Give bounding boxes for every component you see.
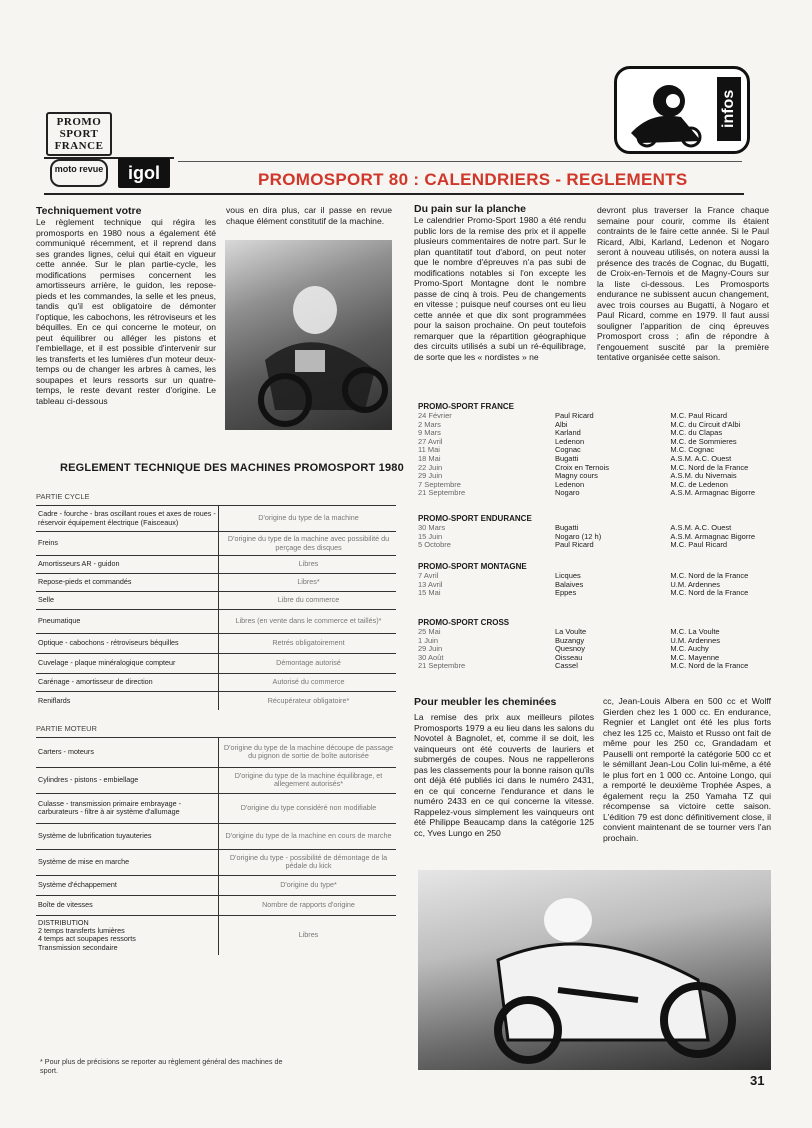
- regulation-table: [36, 488, 396, 955]
- igol-logo: [118, 158, 170, 188]
- event-circuit: Nogaro: [554, 488, 580, 498]
- rule-cell: Récupérateur obligatoire*: [219, 692, 397, 710]
- calendar-row: [418, 489, 778, 498]
- event-circuit: Cognac: [554, 445, 581, 455]
- event-organizer: M.C. du Circuit d'Albi: [670, 419, 741, 429]
- event-circuit: Cassel: [554, 661, 578, 671]
- component-cell: Système de lubrification tuyauteries: [36, 823, 219, 849]
- event-date: 21 Septembre: [418, 661, 466, 671]
- event-date: 25 Mai: [418, 627, 441, 636]
- event-date: 15 Juin: [418, 531, 443, 541]
- table-row: [36, 506, 396, 532]
- table-row: [36, 915, 396, 955]
- rule-cell: D'origine du type de la machine équilibrage, et allegement autorisés*: [219, 767, 397, 793]
- calendar-row: [418, 628, 778, 637]
- rule-cell: Libre du commerce: [219, 592, 397, 610]
- event-circuit: Magny cours: [554, 471, 598, 481]
- article-text: Le règlement technique qui régira les promosports en 1980 nous a également été communiqué récemment, et il reprend dans ses grandes lignes, celui qui était en vigueur cette année. Sur le plan partie-cycle, les modifications permises concernent les amortisseurs arrière, le guidon, les repose-pieds et les commandes, la selle et les pneus, tandis qu'il est obligatoire de démonter l'optique, les cabochons, les rétroviseurs et les béquilles. En ce qui concerne le moteur, on peut équilibrer ou alléger les pistons et l'embiellage, et il est possible d'intervenir sur les transferts et les lumières d'un moteur deux-temps ou de changer les arbres à cames, les soupapes et leurs ressorts sur un quatre-temps, le reste devant rester d'origine. Le tableau ci-dessous: [36, 217, 216, 406]
- event-organizer: A.S.M. A.C. Ouest: [670, 453, 732, 463]
- event-organizer: M.C. Mayenne: [670, 652, 720, 662]
- calendar-france: [418, 402, 778, 498]
- event-circuit: Ledenon: [554, 479, 585, 489]
- article-cheminees: [414, 696, 594, 838]
- calendar-row: [418, 637, 778, 646]
- event-organizer: A.S.M. Armagnac Bigorre: [670, 531, 756, 541]
- table-partie-cycle: [36, 505, 396, 710]
- infos-logo: [614, 66, 750, 154]
- event-date: 21 Septembre: [418, 488, 466, 498]
- motorcycle-rider-icon: [621, 71, 711, 149]
- event-date: 2 Mars: [418, 419, 441, 429]
- title-rule: [178, 161, 742, 162]
- event-organizer: A.S.M. du Nivernais: [670, 471, 737, 481]
- section-label: PARTIE MOTEUR: [36, 723, 97, 733]
- calendar-title: PROMO-SPORT CROSS: [418, 618, 510, 627]
- event-organizer: A.S.M. A.C. Ouest: [670, 523, 732, 532]
- rule-cell: D'origine du type*: [219, 875, 397, 895]
- event-organizer: M.C. Nord de la France: [670, 462, 749, 472]
- table-row: [36, 849, 396, 875]
- event-organizer: U.M. Ardennes: [670, 635, 720, 645]
- event-circuit: Oisseau: [554, 652, 583, 662]
- table-row: [36, 737, 396, 767]
- motorevue-text: moto revue: [54, 164, 104, 174]
- table-row: [36, 895, 396, 915]
- event-organizer: M.C. Cognac: [670, 445, 715, 455]
- rule-cell: D'origine du type - possibilité de démontage de la pédale du kick: [219, 849, 397, 875]
- table-row: [36, 674, 396, 692]
- component-cell: Carénage - amortisseur de direction: [36, 674, 219, 692]
- event-date: 5 Octobre: [418, 540, 451, 550]
- racer-illustration: [418, 870, 771, 1070]
- event-date: 15 Mai: [418, 588, 441, 598]
- calendar-rows: [418, 628, 778, 671]
- event-circuit: Bugatti: [554, 523, 579, 532]
- table-row: [36, 875, 396, 895]
- table-row: [36, 793, 396, 823]
- rule-cell: D'origine du type de la machine découpe de passage du pignon de sortie de boîte autorisée: [219, 737, 397, 767]
- calendar-row: [418, 662, 778, 671]
- event-date: 11 Mai: [418, 445, 440, 455]
- article-text: devront plus traverser la France chaque semaine pour courir, comme ils étaient contraints de le faire cette année. Si le Paul Ricard, Albi, Karland, Ledenon et Nogaro seront à nouveau utilisés, on notera aussi la présence des tracés de Cognac, du Bugatti, de Croix-en-Ternois et de Magny-Cours sur la liste ci-dessous. Les Promosports endurance ne subissent aucun changement, avec trois courses au Bugatti, à Nogaro et Paul Ricard, comme en 1979. Il faut aussi souligner l'apparition de cinq épreuves Promosport cross ; afin de répondre à l'engouement suscité par la première tentative organisée cette saison.: [597, 205, 769, 362]
- article-cheminees-cont: [603, 696, 771, 843]
- table-partie-moteur: [36, 737, 396, 956]
- event-date: 30 Août: [418, 652, 444, 662]
- table-row: [36, 634, 396, 654]
- event-organizer: M.C. Auchy: [670, 644, 709, 654]
- rule-cell: Libres (en vente dans le commerce et taillés)*: [219, 610, 397, 634]
- rule-cell: Nombre de rapports d'origine: [219, 895, 397, 915]
- event-circuit: Karland: [554, 428, 581, 438]
- component-cell: Pneumatique: [36, 610, 219, 634]
- calendar-title: PROMO-SPORT ENDURANCE: [418, 514, 532, 523]
- rule-cell: Libres: [219, 556, 397, 574]
- page-title: PROMOSPORT 80 : CALENDRIERS - REGLEMENTS: [258, 170, 688, 189]
- table-row: [36, 654, 396, 674]
- rule-cell: Libres*: [219, 574, 397, 592]
- article-text: cc, Jean-Louis Albera en 500 cc et Wolff Gierden chez les 1 000 cc. En endurance, Regnier et Langlet ont été les plus forts chez les 125 cc, Maisto et Russo ont fait de même pour les 250 cc, Grandadam et Pauselli ont remporté la catégorie 500 cc et le sémillant Jean-Lou Colin lui-même, a été le plus fort en 1 000 cc. Antoine Longo, qui a remporté le deuxième Trophée Aspes, a également reçu la 250 Yamaha TZ qui récompense sa victoire cette saison. L'édition 79 est donc définitivement close, il convient maintenant de se tourner vers l'an prochain.: [603, 696, 771, 843]
- calendar-row: [418, 589, 778, 598]
- event-organizer: M.C. de Sommieres: [670, 436, 737, 446]
- event-organizer: A.S.M. Armagnac Bigorre: [670, 488, 756, 498]
- event-date: 29 Juin: [418, 644, 443, 654]
- calendar-row: [418, 572, 778, 581]
- rule-cell: Libres: [219, 915, 397, 955]
- component-cell: DISTRIBUTION 2 temps transferts lumières 4 temps act soupapes ressorts Transmission secondaire: [36, 915, 219, 955]
- calendar-title: PROMO-SPORT MONTAGNE: [418, 562, 527, 571]
- component-cell: Amortisseurs AR - guidon: [36, 556, 219, 574]
- calendar-row: [418, 541, 778, 550]
- component-cell: Système de mise en marche: [36, 849, 219, 875]
- component-cell: Culasse - transmission primaire embrayage - carburateurs - filtre à air système d'allumage: [36, 793, 219, 823]
- component-cell: Optique - cabochons - rétroviseurs béquilles: [36, 634, 219, 654]
- calendar-montagne: [418, 562, 778, 598]
- event-date: 24 Février: [418, 411, 452, 420]
- event-organizer: U.M. Ardennes: [670, 579, 720, 589]
- event-circuit: Bugatti: [554, 453, 579, 463]
- event-circuit: Buzangy: [554, 635, 585, 645]
- calendar-rows: [418, 412, 778, 498]
- event-circuit: Licques: [554, 571, 581, 580]
- event-date: 7 Septembre: [418, 479, 461, 489]
- component-cell: Cylindres - pistons - embiellage: [36, 767, 219, 793]
- event-circuit: Ledenon: [554, 436, 585, 446]
- event-circuit: Quesnoy: [554, 644, 585, 654]
- calendar-title: PROMO-SPORT FRANCE: [418, 402, 514, 411]
- component-cell: Cuvelage - plaque minéralogique compteur: [36, 654, 219, 674]
- table-row: [36, 592, 396, 610]
- event-date: 7 Avril: [418, 571, 439, 580]
- article-text: vous en dira plus, car il passe en revue chaque élément constitutif de la machine.: [226, 205, 392, 226]
- racer-illustration: [225, 240, 392, 430]
- event-organizer: M.C. du Clapas: [670, 428, 723, 438]
- component-cell: Boîte de vitesses: [36, 895, 219, 915]
- rule-cell: Démontage autorisé: [219, 654, 397, 674]
- article-heading: Techniquement votre: [36, 205, 142, 217]
- infos-label: infos: [717, 77, 741, 141]
- table-footnote: * Pour plus de précisions se reporter au règlement général des machines de sport.: [40, 1057, 283, 1075]
- motorevue-logo: [50, 159, 108, 187]
- article-planche: [414, 203, 586, 362]
- event-circuit: Eppes: [554, 588, 577, 598]
- component-cell: Carters - moteurs: [36, 737, 219, 767]
- event-circuit: Balaives: [554, 579, 584, 589]
- igol-text: igol: [128, 163, 160, 183]
- article-heading: Du pain sur la planche: [414, 203, 527, 215]
- article-heading: Pour meubler les cheminées: [414, 696, 557, 708]
- table-title: REGLEMENT TECHNIQUE DES MACHINES PROMOSPORT 1980: [60, 462, 404, 474]
- event-circuit: Albi: [554, 419, 568, 429]
- table-row: [36, 532, 396, 556]
- event-circuit: Paul Ricard: [554, 540, 594, 550]
- rule-cell: Retrés obligatoirement: [219, 634, 397, 654]
- article-technique-cont: [226, 205, 392, 226]
- calendar-row: [418, 438, 778, 447]
- calendar-row: [418, 645, 778, 654]
- calendar-row: [418, 421, 778, 430]
- event-date: 30 Mars: [418, 523, 446, 532]
- event-organizer: M.C. Nord de la France: [670, 588, 749, 598]
- event-organizer: M.C. Nord de la France: [670, 571, 749, 580]
- component-cell: Selle: [36, 592, 219, 610]
- motorcycle-photo: [225, 240, 392, 430]
- sponsor-logos: [46, 155, 176, 191]
- event-organizer: M.C. La Voulte: [670, 627, 720, 636]
- promo-logo-text: PROMO SPORT FRANCE: [54, 116, 104, 152]
- component-cell: Cadre - fourche - bras oscillant roues et axes de roues - réservoir équipement électrique (Faisceaux): [36, 506, 219, 532]
- event-date: 27 Avril: [418, 436, 443, 446]
- event-date: 18 Mai: [418, 453, 441, 463]
- article-text: Le calendrier Promo-Sport 1980 a été rendu public lors de la remise des prix et il appelle plusieurs commentaires de notre part. Sur le plan quantitatif tout d'abord, on peut noter que le nombre d'épreuves n'a pas subi de modifications notables si l'on excepte les Promo-Sport Montagne dont le nombre passe de cinq à trois. Peu de changements en vitesse ; puisque neuf courses ont eu lieu cette année et que dix sont programmées pour la saison prochaine. On peut toutefois remarquer que la répartition géographique des circuits utilisés a subi un ré-équilibrage, de sorte que les « nordistes » ne: [414, 215, 586, 362]
- page-number: 31: [750, 1073, 765, 1088]
- event-circuit: Paul Ricard: [554, 411, 594, 420]
- component-cell: Freins: [36, 532, 219, 556]
- component-cell: Système d'échappement: [36, 875, 219, 895]
- rule-cell: D'origine du type considéré non modifiable: [219, 793, 397, 823]
- event-date: 29 Juin: [418, 471, 443, 481]
- event-date: 13 Avril: [418, 579, 443, 589]
- event-circuit: La Voulte: [554, 627, 587, 636]
- table-row: [36, 767, 396, 793]
- rule-cell: D'origine du type de la machine: [219, 506, 397, 532]
- table-row: [36, 823, 396, 849]
- table-row: [36, 574, 396, 592]
- rule-cell: D'origine du type de la machine en cours de marche: [219, 823, 397, 849]
- rule-cell: D'origine du type de la machine avec possibilité du perçage des disques: [219, 532, 397, 556]
- event-circuit: Croix en Ternois: [554, 462, 610, 472]
- event-organizer: M.C. Paul Ricard: [670, 540, 728, 550]
- event-organizer: M.C. de Ledenon: [670, 479, 728, 489]
- component-cell: Reniflards: [36, 692, 219, 710]
- article-technique: [36, 205, 216, 406]
- article-planche-cont: [597, 205, 769, 363]
- race-photo: [418, 870, 771, 1070]
- section-label: PARTIE CYCLE: [36, 492, 90, 501]
- event-organizer: M.C. Paul Ricard: [670, 411, 728, 420]
- article-text: La remise des prix aux meilleurs pilotes Promosports 1979 a eu lieu dans les salons du Novotel à Bagnolet, et, comme il se doit, les vainqueurs ont été couverts de lauriers et submergés de coupes. Nous ne rappellerons pas les classements pour la bonne raison qu'ils ont déjà été publiés ici dans le numéro 2431, en ce qui concerne l'endurance et dans le numéro 2433 en ce qui concerne la vitesse. Rappelez-vous simplement les vainqueurs ont été Philippe Beaucamp dans la catégorie 125 cc, Yves Lungo en 250: [414, 712, 594, 838]
- rule-cell: Autorisé du commerce: [219, 674, 397, 692]
- event-date: 22 Juin: [418, 462, 443, 472]
- table-row: [36, 556, 396, 574]
- calendar-endurance: [418, 514, 778, 550]
- event-organizer: M.C. Nord de la France: [670, 661, 749, 671]
- component-cell: Repose-pieds et commandés: [36, 574, 219, 592]
- header-divider: [44, 193, 744, 195]
- event-circuit: Nogaro (12 h): [554, 531, 602, 541]
- calendar-rows: [418, 572, 778, 598]
- table-row: [36, 692, 396, 710]
- calendar-cross: [418, 618, 778, 671]
- promosport-france-logo: [46, 112, 112, 156]
- calendar-rows: [418, 524, 778, 550]
- table-row: [36, 610, 396, 634]
- event-date: 1 Juin: [418, 635, 439, 645]
- event-date: 9 Mars: [418, 428, 441, 438]
